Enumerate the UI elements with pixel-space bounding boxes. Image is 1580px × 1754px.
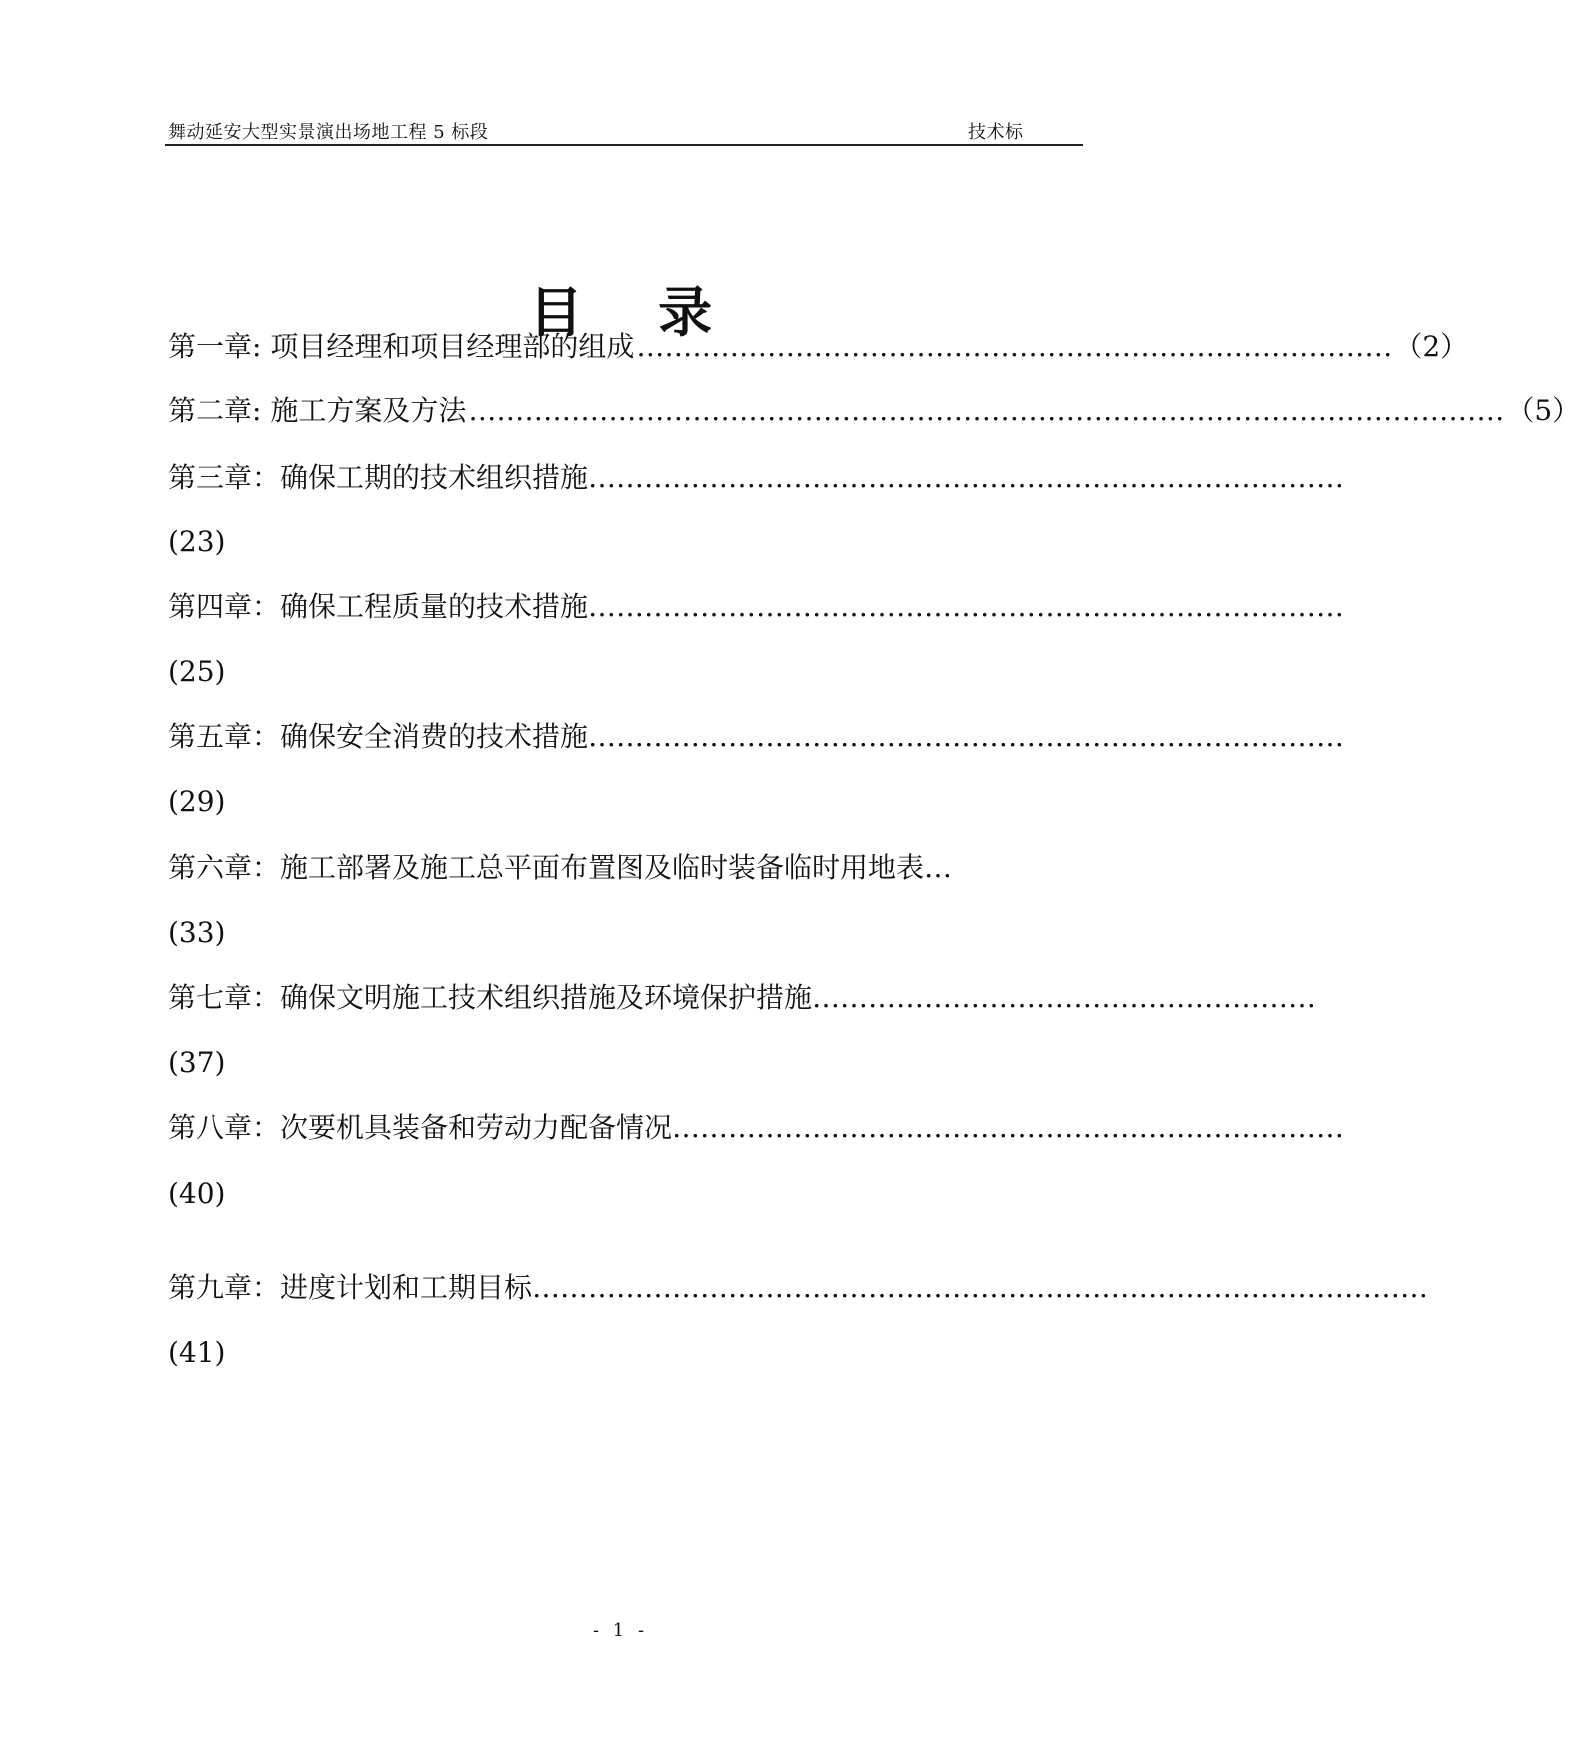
header-doc-type: 技术标	[968, 122, 1024, 143]
toc-leader-dots: ………………………………………………………………………	[588, 461, 1345, 494]
toc-entry-4[interactable]	[168, 590, 1345, 624]
page-title: 目 录	[528, 280, 713, 344]
toc-page-number: (29)	[168, 785, 226, 818]
header-project-name: 舞动延安大型实景演出场地工程 5 标段	[168, 122, 489, 143]
toc-entry-label: 第一章: 项目经理和项目经理部的组成	[168, 330, 635, 363]
toc-page-number: (23)	[168, 525, 226, 558]
toc-page-number: (41)	[168, 1336, 226, 1369]
toc-entry-6[interactable]	[168, 851, 1048, 885]
toc-entry-label: 第九章：进度计划和工期目标	[168, 1271, 533, 1304]
toc-leader-dots: ………………………………………………………………………	[588, 590, 1345, 623]
toc-entry-1[interactable]	[168, 330, 1469, 364]
toc-leader-dots: ………………………………………………………………	[672, 1111, 1345, 1144]
toc-leader-dots: ………………………………………………………………………	[636, 330, 1393, 363]
toc-entry-5[interactable]	[168, 720, 1345, 754]
toc-entry-9[interactable]	[168, 1271, 1429, 1305]
toc-entry-7[interactable]	[168, 981, 1317, 1015]
toc-leader-dots: ……………………………………………………………………………………	[532, 1271, 1429, 1304]
header-divider	[165, 144, 1083, 146]
toc-entry-3[interactable]	[168, 461, 1345, 495]
toc-page-number: (25)	[168, 655, 226, 688]
toc-page-number: （2）	[1394, 330, 1469, 363]
toc-entry-8[interactable]	[168, 1111, 1345, 1145]
toc-page-number: (37)	[168, 1046, 226, 1079]
toc-entry-label: 第六章：施工部署及施工总平面布置图及临时装备临时用地表	[168, 851, 925, 884]
toc-entry-label: 第八章：次要机具装备和劳动力配备情况	[168, 1111, 673, 1144]
toc-entry-2[interactable]	[168, 394, 1580, 428]
toc-leader-dots: …	[924, 851, 953, 884]
toc-entry-label: 第二章: 施工方案及方法	[168, 394, 467, 427]
toc-leader-dots: ………………………………………………	[812, 981, 1317, 1014]
toc-entry-label: 第五章：确保安全消费的技术措施	[168, 720, 589, 753]
toc-page-number: (40)	[168, 1177, 226, 1210]
toc-entry-label: 第七章：确保文明施工技术组织措施及环境保护措施	[168, 981, 813, 1014]
page-footer-number: - 1 -	[592, 1620, 649, 1641]
toc-entry-label: 第三章：确保工期的技术组织措施	[168, 461, 589, 494]
toc-page-number: (33)	[168, 916, 226, 949]
toc-page-number: （5）	[1506, 394, 1580, 427]
toc-entry-label: 第四章：确保工程质量的技术措施	[168, 590, 589, 623]
toc-leader-dots: …………………………………………………………………………………………………	[468, 394, 1505, 427]
toc-leader-dots: ………………………………………………………………………	[588, 720, 1345, 753]
